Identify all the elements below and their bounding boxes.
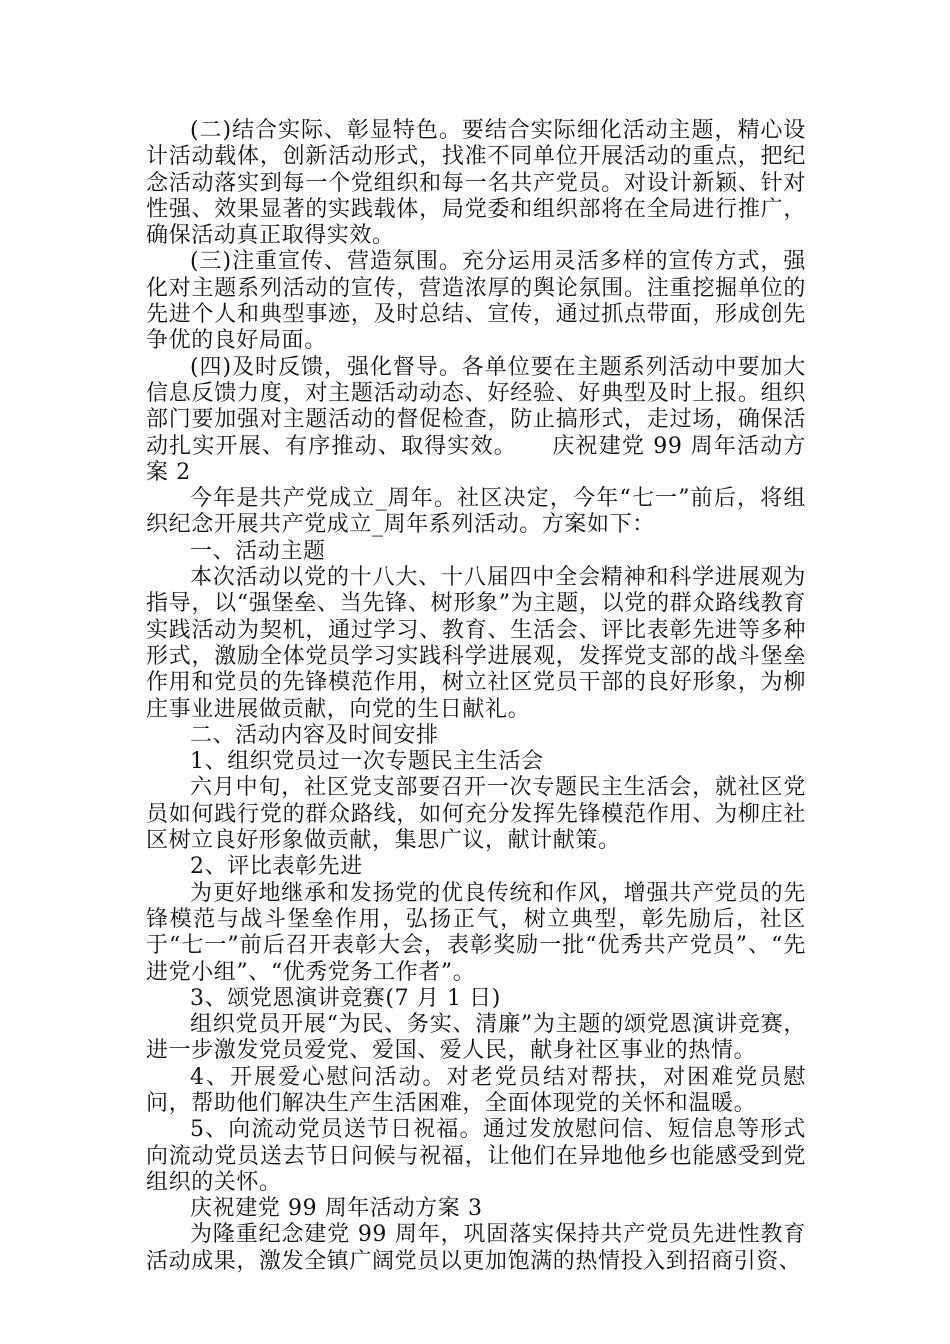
item-3-heading: 3、颂党恩演讲竞赛(7 月 1 日) <box>190 985 501 1011</box>
paragraph-intro: 今年是共产党成立_周年。社区决定，今年“七一”前后，将组织纪念开展共产党成立_周年系列活动。方案如下： <box>146 486 806 538</box>
paragraph-plan-3-body: 为隆重纪念建党 99 周年，巩固落实保持共产党员先进性教育活动成果，激发全镇广阔党员以更加饱满的热情投入到招商引资、 <box>146 1222 806 1274</box>
item-1-body: 六月中旬，社区党支部要召开一次专题民主生活会，就社区党员如何践行党的群众路线，如何充分发挥先锋模范作用、为柳庄社区树立良好形象做贡献，集思广议，献计献策。 <box>146 775 806 854</box>
paragraph-section-2: (二)结合实际、彰显特色。要结合实际细化活动主题，精心设计活动载体，创新活动形式，找准不同单位开展活动的重点，把纪念活动落实到每一个党组织和每一名共产党员。对设计新颖、针对性强、效果显著的实践载体，局党委和组织部将在全局进行推广，确保活动真正取得实效。 <box>146 118 806 249</box>
heading-activity-theme: 一、活动主题 <box>190 538 326 564</box>
item-5: 5、向流动党员送节日祝福。通过发放慰问信、短信息等形式向流动党员送去节日问候与祝福，让他们在异地他乡也能感受到党组织的关怀。 <box>146 1117 806 1195</box>
item-1-heading: 1、组织党员过一次专题民主生活会 <box>190 749 544 775</box>
document-page <box>146 118 806 1275</box>
paragraph-section-4: (四)及时反馈，强化督导。各单位要在主题系列活动中要加大信息反馈力度，对主题活动动态、好经验、好典型及时上报。组织部门要加强对主题活动的督促检查，防止搞形式，走过场，确保活动扎实开展、有序推动、取得实效。 庆祝建党 99 周年活动方案 2 <box>146 354 806 485</box>
item-3-body: 组织党员开展“为民、务实、清廉”为主题的颂党恩演讲竞赛，进一步激发党员爱党、爱国、爱人民，献身社区事业的热情。 <box>146 1012 806 1064</box>
item-2-heading: 2、评比表彰先进 <box>190 854 363 880</box>
paragraph-theme-body: 本次活动以党的十八大、十八届四中全会精神和科学进展观为指导，以“强堡垒、当先锋、树形象”为主题，以党的群众路线教育实践活动为契机，通过学习、教育、生活会、评比表彰先进等多种形式，激励全体党员学习实践科学进展观，发挥党支部的战斗堡垒作用和党员的先锋模范作用，树立社区党员干部的良好形象，为柳庄事业进展做贡献，向党的生日献礼。 <box>146 565 806 722</box>
item-2-body: 为更好地继承和发扬党的优良传统和作风，增强共产党员的先锋模范与战斗堡垒作用，弘扬正气，树立典型，彰先励后，社区于“七一”前后召开表彰大会，表彰奖励一批“优秀共产党员”、“先进党小组”、“优秀党务工作者”。 <box>146 880 806 985</box>
item-4: 4、开展爱心慰问活动。对老党员结对帮扶，对困难党员慰问，帮助他们解决生产生活困难，全面体现党的关怀和温暖。 <box>146 1064 806 1116</box>
heading-content-schedule: 二、活动内容及时间安排 <box>190 722 439 748</box>
heading-plan-3: 庆祝建党 99 周年活动方案 3 <box>190 1196 483 1222</box>
paragraph-section-3: (三)注重宣传、营造氛围。充分运用灵活多样的宣传方式，强化对主题系列活动的宣传，营造浓厚的舆论氛围。注重挖掘单位的先进个人和典型事迹，及时总结、宣传，通过抓点带面，形成创先争优的良好局面。 <box>146 249 806 354</box>
